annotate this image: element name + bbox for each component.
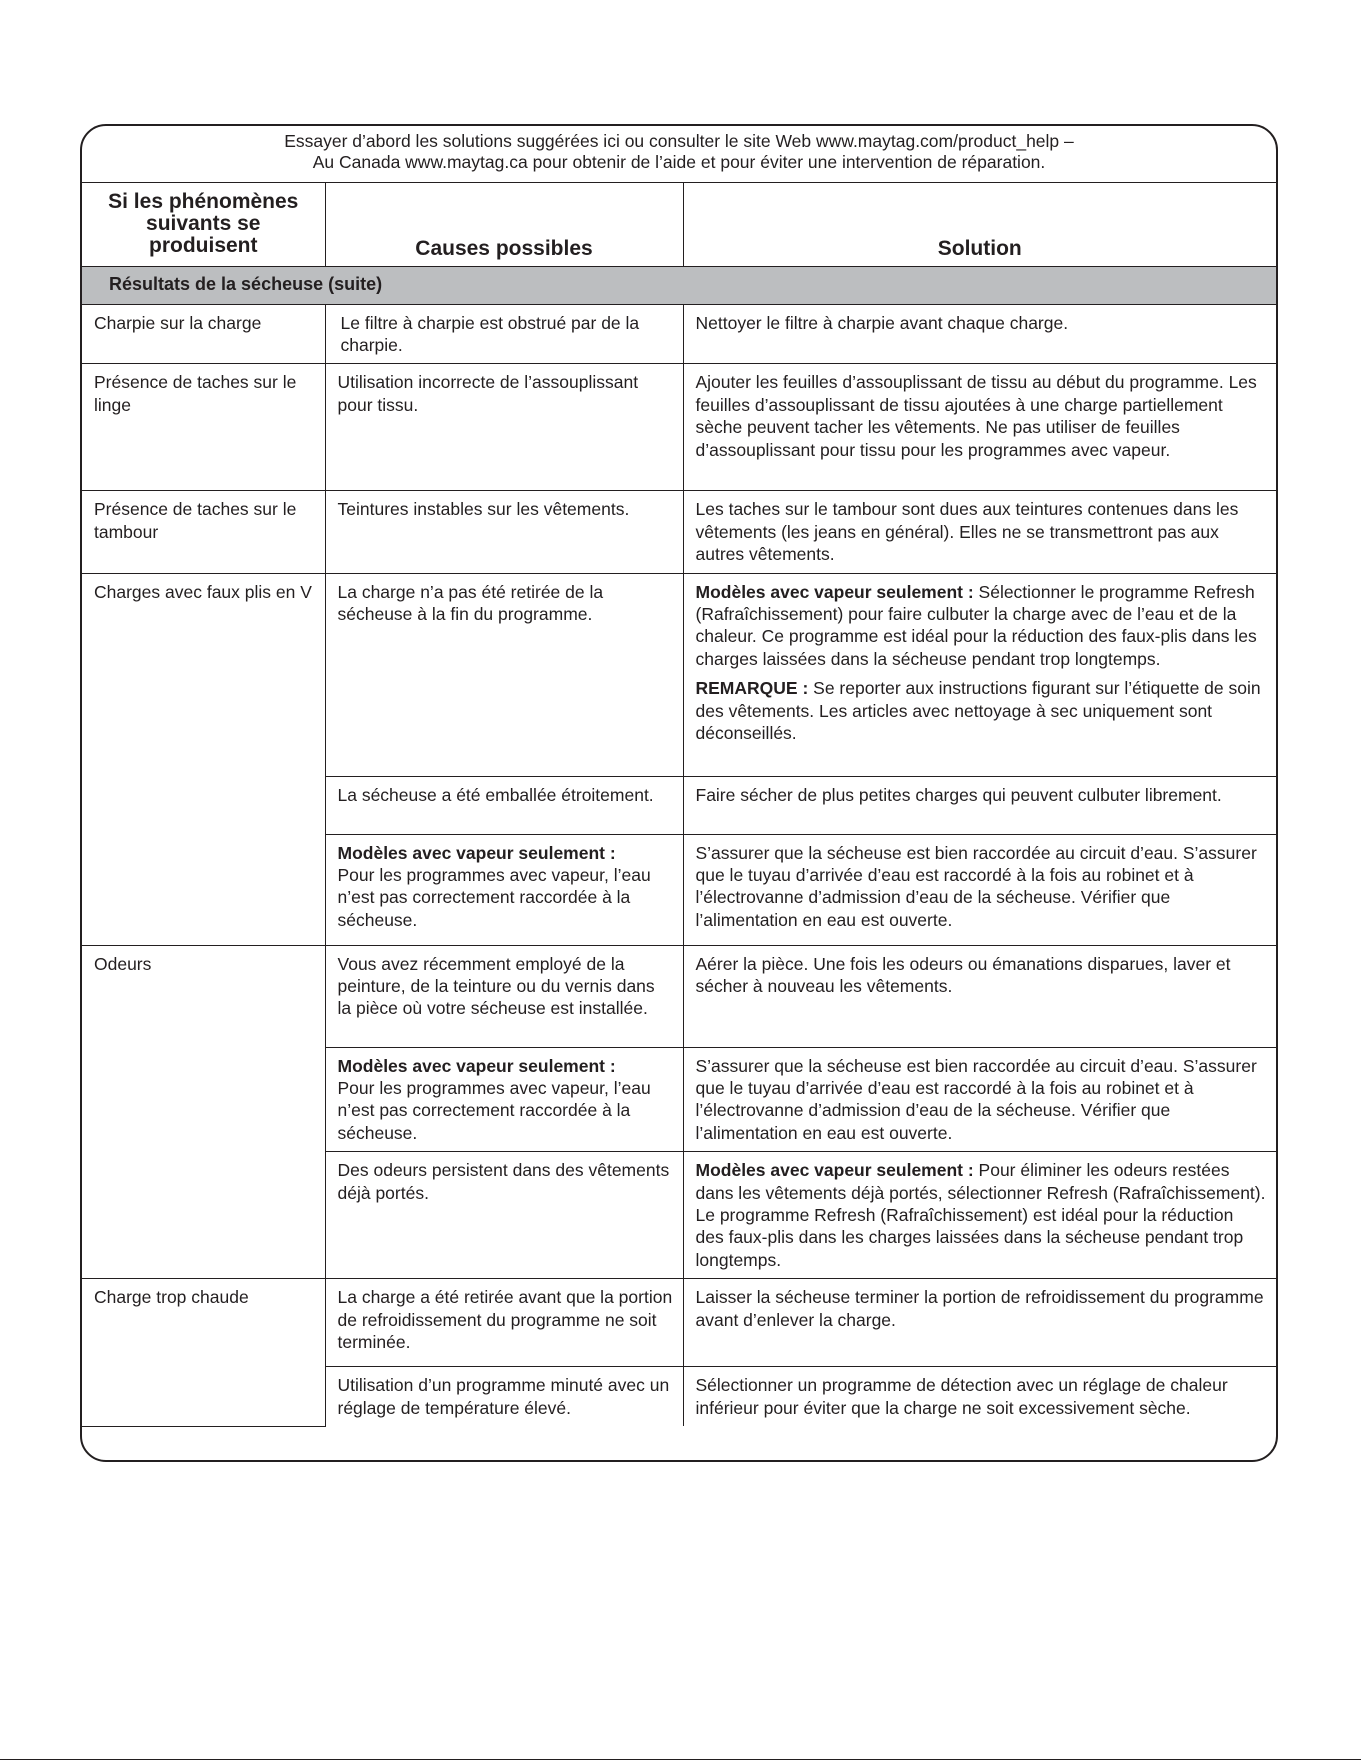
solution-steam-water-wrinkles: S’assurer que la sécheuse est bien raccordée au circuit d’eau. S’assurer que le tuyau d’arrivée d’eau est raccordé à la fois au robinet et à l’électrovanne d’admission d’eau de la sécheuse. Vérifier que l’alimentation en eau est ouverte. (683, 834, 1276, 945)
cause-worn-clothes: Des odeurs persistent dans des vêtements déjà portés. (325, 1152, 683, 1279)
symptom-wrinkles: Charges avec faux plis en V (82, 573, 325, 945)
symptom-stains-laundry: Présence de taches sur le linge (82, 364, 325, 491)
intro-line-2: Au Canada www.maytag.ca pour obtenir de l’aide et pour éviter une intervention de réparation. (312, 152, 1046, 172)
solution-unstable-dyes: Les taches sur le tambour sont dues aux teintures contenues dans les vêtements (les jeans en général). Elles ne se transmettront pas aux autres vêtements. (683, 491, 1276, 573)
solution-note-text: Se reporter aux instructions figurant sur l’étiquette de soin des vêtements. Les articles avec nettoyage à sec uniquement sont déconseillés. (695, 678, 1261, 743)
section-title: Résultats de la sécheuse (suite) (82, 266, 1276, 304)
cause-timed-high-heat: Utilisation d’un programme minuté avec un réglage de température élevé. (325, 1367, 683, 1426)
header-symptom: Si les phénomènes suivants se produisent (82, 182, 325, 266)
solution-load-not-removed (683, 573, 1276, 776)
cause-packed-tightly: La sécheuse a été emballée étroitement. (325, 776, 683, 834)
cause-steam-label: Modèles avec vapeur seulement : (337, 842, 616, 863)
solution-note-label: REMARQUE : (695, 678, 809, 699)
cause-steam-water-wrinkles (325, 834, 683, 945)
symptom-odors: Odeurs (82, 945, 325, 1279)
solution-softener-misuse: Ajouter les feuilles d’assouplissant de tissu au début du programme. Les feuilles d’assouplissant de tissu ajoutées à une charge partiellement sèche peuvent tacher les vêtements. Ne pas utiliser de feuilles d’assouplissant pour tissu pour les programmes avec vapeur. (683, 364, 1276, 491)
solution-steam-label: Modèles avec vapeur seulement : (695, 1160, 974, 1181)
solution-steam-text: Sélectionner le programme Refresh (Rafraîchissement) pour faire culbuter la charge avec de l’eau et de la chaleur. Ce programme est idéal pour la réduction des faux-plis dans les charges laissées dans la sécheuse pendant trop longtemps. (695, 581, 1257, 669)
intro-line-1: Essayer d’abord les solutions suggérées ici ou consulter le site Web www.maytag.com/product_help – (284, 131, 1074, 151)
cause-removed-early: La charge a été retirée avant que la portion de refroidissement du programme ne soit terminée. (325, 1279, 683, 1367)
solution-steam-text: Pour éliminer les odeurs restées dans les vêtements déjà portés, sélectionner Refresh (Rafraîchissement). Le programme Refresh (Rafraîchissement) est idéal pour la réduction des faux-plis dans les charges laissées dans la sécheuse pendant trop longtemps. (695, 1160, 1266, 1270)
troubleshooting-grid (82, 126, 1276, 1427)
symptom-stains-drum: Présence de taches sur le tambour (82, 491, 325, 573)
troubleshooting-table (80, 124, 1278, 1462)
page-bottom-rule (0, 1759, 1361, 1760)
header-causes: Causes possibles (325, 182, 683, 266)
symptom-load-too-hot: Charge trop chaude (82, 1279, 325, 1426)
solution-removed-early: Laisser la sécheuse terminer la portion de refroidissement du programme avant d’enlever la charge. (683, 1279, 1276, 1367)
solution-packed-tightly: Faire sécher de plus petites charges qui peuvent culbuter librement. (683, 776, 1276, 834)
cause-steam-label: Modèles avec vapeur seulement : (337, 1055, 616, 1076)
cause-softener-misuse: Utilisation incorrecte de l’assouplissant pour tissu. (325, 364, 683, 491)
solution-timed-high-heat: Sélectionner un programme de détection avec un réglage de chaleur inférieur pour éviter que la charge ne soit excessivement sèche. (683, 1367, 1276, 1426)
symptom-lint: Charpie sur la charge (82, 304, 325, 364)
cause-load-not-removed: La charge n’a pas été retirée de la sécheuse à la fin du programme. (325, 573, 683, 776)
cause-lint-filter: Le filtre à charpie est obstrué par de la charpie. (325, 304, 683, 364)
intro-note (82, 126, 1276, 182)
cause-steam-water-odors (325, 1047, 683, 1152)
cause-unstable-dyes: Teintures instables sur les vêtements. (325, 491, 683, 573)
cause-recent-paint: Vous avez récemment employé de la peinture, de la teinture ou du vernis dans la pièce où votre sécheuse est installée. (325, 945, 683, 1047)
cause-steam-text: Pour les programmes avec vapeur, l’eau n’est pas correctement raccordée à la sécheuse. (337, 1077, 651, 1143)
solution-worn-clothes (683, 1152, 1276, 1279)
solution-steam-label: Modèles avec vapeur seulement : (695, 581, 974, 602)
solution-recent-paint: Aérer la pièce. Une fois les odeurs ou émanations disparues, laver et sécher à nouveau les vêtements. (683, 945, 1276, 1047)
header-solution: Solution (683, 182, 1276, 266)
cause-steam-text: Pour les programmes avec vapeur, l’eau n’est pas correctement raccordée à la sécheuse. (337, 864, 651, 930)
solution-lint-filter: Nettoyer le filtre à charpie avant chaque charge. (683, 304, 1276, 364)
solution-steam-water-odors: S’assurer que la sécheuse est bien raccordée au circuit d’eau. S’assurer que le tuyau d’arrivée d’eau est raccordé à la fois au robinet et à l’électrovanne d’admission d’eau de la sécheuse. Vérifier que l’alimentation en eau est ouverte. (683, 1047, 1276, 1152)
